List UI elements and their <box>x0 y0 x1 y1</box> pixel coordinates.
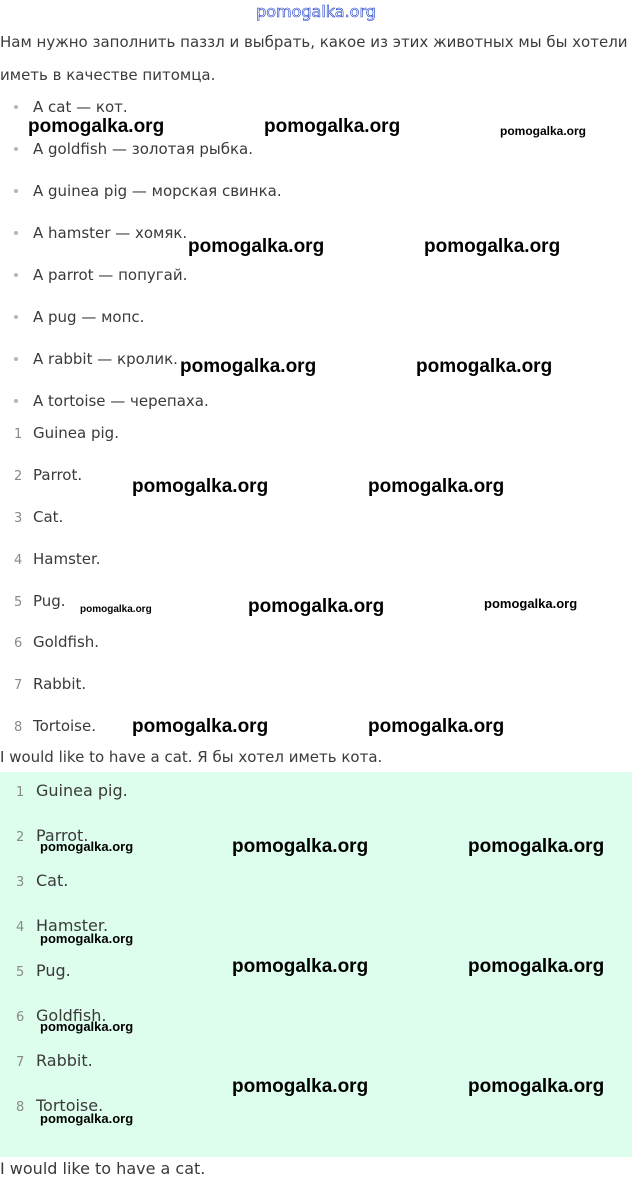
watermark: pomogalka.org <box>368 476 505 497</box>
bullet-icon <box>14 189 18 193</box>
watermark: pomogalka.org <box>28 116 165 137</box>
watermark: pomogalka.org <box>188 236 325 257</box>
answer-sentence: I would like to have a cat. Я бы хотел иметь кота. <box>0 748 383 766</box>
final-answer-sentence: I would like to have a cat. <box>0 1159 206 1178</box>
list-item: 7 Rabbit. <box>16 1051 93 1070</box>
watermark: pomogalka.org <box>264 116 401 137</box>
watermark: pomogalka.org <box>232 1076 369 1097</box>
watermark: pomogalka.org <box>40 1111 134 1126</box>
list-item: 5 Pug. <box>16 961 71 980</box>
watermark: pomogalka.org <box>484 596 578 611</box>
watermark: pomogalka.org <box>468 1076 605 1097</box>
list-item: 7 Rabbit. <box>14 675 87 693</box>
watermark: pomogalka.org <box>80 604 152 615</box>
watermark: pomogalka.org <box>40 931 134 946</box>
list-item: 2 Parrot. <box>16 826 89 845</box>
bullet-icon <box>14 357 18 361</box>
bullet-icon <box>14 399 18 403</box>
list-item: 3 Cat. <box>14 508 64 526</box>
watermark: pomogalka.org <box>132 476 269 497</box>
intro-line-2: иметь в качестве питомца. <box>0 66 216 84</box>
bullet-icon <box>14 231 18 235</box>
watermark: pomogalka.org <box>180 356 317 377</box>
list-item: 8 Tortoise. <box>16 1096 104 1115</box>
list-item: 6 Goldfish. <box>14 633 100 651</box>
watermark: pomogalka.org <box>424 236 561 257</box>
watermark: pomogalka.org <box>368 716 505 737</box>
watermark: pomogalka.org <box>468 836 605 857</box>
watermark: pomogalka.org <box>232 836 369 857</box>
list-item: 5 Pug. <box>14 592 66 610</box>
list-item: 2 Parrot. <box>14 466 83 484</box>
site-header-logo: pomogalka.org <box>256 2 376 21</box>
watermark: pomogalka.org <box>40 839 134 854</box>
watermark: pomogalka.org <box>232 956 369 977</box>
list-item: 6 Goldfish. <box>16 1006 107 1025</box>
bullet-icon <box>14 105 18 109</box>
list-item: 4 Hamster. <box>14 550 101 568</box>
bullet-icon <box>14 315 18 319</box>
watermark: pomogalka.org <box>132 716 269 737</box>
list-item: 1 Guinea pig. <box>16 781 128 800</box>
list-item: 4 Hamster. <box>16 916 109 935</box>
list-item: 8 Tortoise. <box>14 717 96 735</box>
bullet-icon <box>14 147 18 151</box>
bullet-icon <box>14 273 18 277</box>
list-item: 3 Cat. <box>16 871 69 890</box>
intro-line-1: Нам нужно заполнить паззл и выбрать, какое из этих животных мы бы хотели <box>0 33 628 51</box>
watermark: pomogalka.org <box>468 956 605 977</box>
watermark: pomogalka.org <box>40 1019 134 1034</box>
list-item: 1 Guinea pig. <box>14 424 119 442</box>
watermark: pomogalka.org <box>500 124 587 138</box>
watermark: pomogalka.org <box>416 356 553 377</box>
watermark: pomogalka.org <box>248 596 385 617</box>
